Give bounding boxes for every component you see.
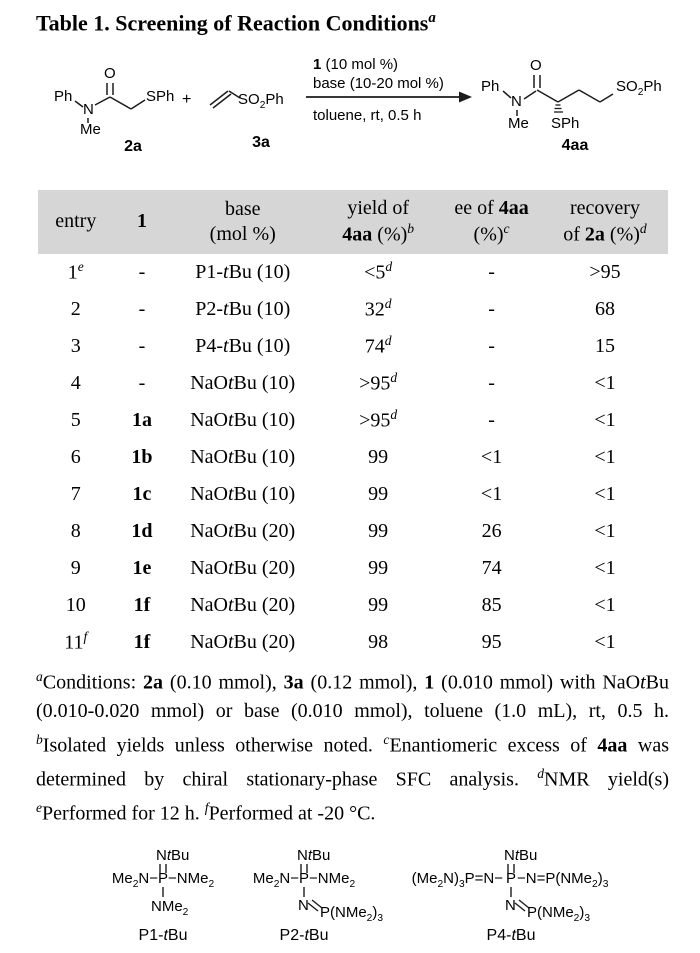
cell-recovery: <1 [594,630,616,653]
table-footnotes: $^a$Conditions: 2a (0.10 mmol), 3a (0.12 mmol), 1 (0.010 mmol) with NaOtBu (0.010-0.020 mmol) or base (0.010 mmol), toluene (1.0 mL), rt, 0.5 h. $^b$Isolated yields unless otherwise noted. $^c$Enantiomeric excess of 4aa was determined by chiral stationary-phase SFC analysis. $^d$NMR yield(s) $^e$Performed for 12 h. $^f$Performed at -20 °C. [36,669,669,825]
4aa-ph-label: Ph [481,78,500,95]
phosphazene-structures [0,840,700,953]
p4-n-label: N [505,897,516,914]
cell-catalyst: 1f [133,630,151,653]
cell-catalyst: 1f [133,593,151,616]
2a-me-label: Me [80,121,101,138]
results-table [38,190,668,661]
cell-catalyst: - [138,297,146,320]
table-title: Table 1. Screening of Reaction Conditions$^a$ [36,10,436,36]
cell-base: NaOtBu (10) [190,445,296,468]
4aa-n-label: N [511,93,522,110]
cell-ee: <1 [480,445,503,468]
cell-ee: 26 [481,519,502,542]
cell-base: P2-tBu (10) [195,297,291,320]
column-header-ee: ee of 4aa (%)$^c$ [441,190,542,254]
cell-base: NaOtBu (20) [190,630,296,653]
p1-nme2-label: NMe$_2$ [151,898,189,918]
table-row [38,513,668,550]
4aa-o-label: O [530,57,542,74]
cell-recovery: <1 [594,408,616,431]
results-table-body [38,254,668,661]
cell-yield: 32$^d$ [364,296,392,321]
cell-ee: - [488,408,495,431]
cell-entry: 9 [70,556,81,579]
cell-catalyst: 1d [131,519,153,542]
cell-catalyst: - [138,334,146,357]
cell-yield: 99 [368,445,389,468]
4aa-so2ph-label: $SO_2Ph$ [616,78,662,98]
2a-sph-label: SPh [146,88,175,105]
4aa-me-label: Me [508,115,529,132]
cell-ee: - [488,297,495,320]
reaction-scheme [0,55,700,187]
compound-3a-label: 3a [252,134,270,151]
cell-entry: 7 [70,482,81,505]
column-header-recovery: recovery of 2a (%)$^d$ [542,190,668,254]
p1-core-row: $Me_2N-P-NMe_2$ [111,870,215,890]
cell-base: NaOtBu (20) [190,519,296,542]
cell-yield: 99 [368,482,389,505]
cell-entry: 6 [70,445,81,468]
compound-2a-label: 2a [124,138,142,155]
cell-yield: $>95^d$ [359,370,398,395]
table-row [38,328,668,365]
table-row [38,476,668,513]
cell-entry: 11$^f$ [64,629,88,654]
cell-base: NaOtBu (10) [190,371,296,394]
cell-base: P1-tBu (10) [195,260,291,283]
cell-entry: 1e [67,259,84,284]
p4-left-arm: $(Me_2N)_3P=N-$ [411,870,503,890]
cell-recovery: <1 [594,556,616,579]
cell-ee: - [488,334,495,357]
cell-ee: <1 [480,482,503,505]
cell-recovery: <1 [594,519,616,542]
cell-entry: 4 [70,371,81,394]
cell-ee: - [488,371,495,394]
cell-entry: 8 [70,519,81,542]
cell-base: NaOtBu (20) [190,593,296,616]
cell-base: P4-tBu (10) [195,334,291,357]
column-header-catalyst: 1 [114,190,171,254]
cell-yield: $>95^d$ [359,407,398,432]
p4-name-label: P4-tBu [486,927,536,944]
cell-yield: $<5^d$ [364,259,393,284]
cell-entry: 5 [70,408,81,431]
cell-catalyst: 1b [131,445,153,468]
cell-entry: 2 [70,297,81,320]
cell-recovery: 68 [594,297,615,320]
p2-ntbu-label: NtBu [297,847,331,864]
cell-yield: 99 [368,593,389,616]
p2-branch-label: $P(NMe_2)_3$ [320,904,384,924]
table-row [38,291,668,328]
cell-yield: 74$^d$ [364,333,392,358]
cell-catalyst: 1c [132,482,152,505]
p4-center-p: P [506,870,517,887]
table-row [38,587,668,624]
cell-ee: - [488,260,495,283]
p2-n-label: N [298,897,309,914]
results-table-header-row [38,190,668,254]
table-row [38,439,668,476]
cell-base: NaOtBu (20) [190,556,296,579]
cell-yield: 99 [368,519,389,542]
cell-recovery: <1 [594,482,616,505]
table-row [38,624,668,661]
results-table-wrap [38,190,668,661]
cell-yield: 98 [368,630,389,653]
p1-name-label: P1-tBu [138,927,188,944]
cell-recovery: <1 [594,445,616,468]
p1-ntbu-label: NtBu [156,847,190,864]
conditions-line-2: base (10-20 mol %) [313,75,444,92]
cell-recovery: 15 [594,334,615,357]
p4-right-arm: $-N=P(NMe_2)_3$ [517,870,609,890]
conditions-line-3: toluene, rt, 0.5 h [313,107,422,124]
table-row [38,550,668,587]
cell-recovery: >95 [589,260,621,283]
column-header-base: base (mol %) [170,190,315,254]
cell-yield: 99 [368,556,389,579]
cell-base: NaOtBu (10) [190,408,296,431]
cell-base: NaOtBu (10) [190,482,296,505]
2a-o-label: O [104,65,116,82]
cell-ee: 85 [481,593,502,616]
compound-4aa-label: 4aa [561,137,589,154]
plus-sign: + [182,91,192,108]
table-row [38,254,668,291]
p4-branch-label: $P(NMe_2)_3$ [527,904,591,924]
p2-name-label: P2-tBu [279,927,329,944]
3a-so2ph-label: $SO_2Ph$ [238,91,284,111]
cell-catalyst: 1a [131,408,152,431]
4aa-sph-label: SPh [551,115,580,132]
column-header-yield: yield of 4aa (%)$^b$ [315,190,441,254]
cell-recovery: <1 [594,371,616,394]
cell-ee: 74 [481,556,502,579]
conditions-line-1: 1 (10 mol %) [313,56,399,73]
cell-catalyst: - [138,371,146,394]
phosphazene-bonds [0,840,700,953]
cell-recovery: <1 [594,593,616,616]
column-header-entry: entry [38,190,114,254]
cell-ee: 95 [481,630,502,653]
2a-ph-label: Ph [54,88,73,105]
table-row [38,365,668,402]
cell-catalyst: - [138,260,146,283]
results-table-head [38,190,668,254]
table-row [38,402,668,439]
cell-entry: 3 [70,334,81,357]
cell-entry: 10 [65,593,86,616]
2a-n-label: N [83,101,94,118]
p2-core-row: $Me_2N-P-NMe_2$ [252,870,356,890]
cell-catalyst: 1e [132,556,152,579]
p4-ntbu-label: NtBu [504,847,538,864]
